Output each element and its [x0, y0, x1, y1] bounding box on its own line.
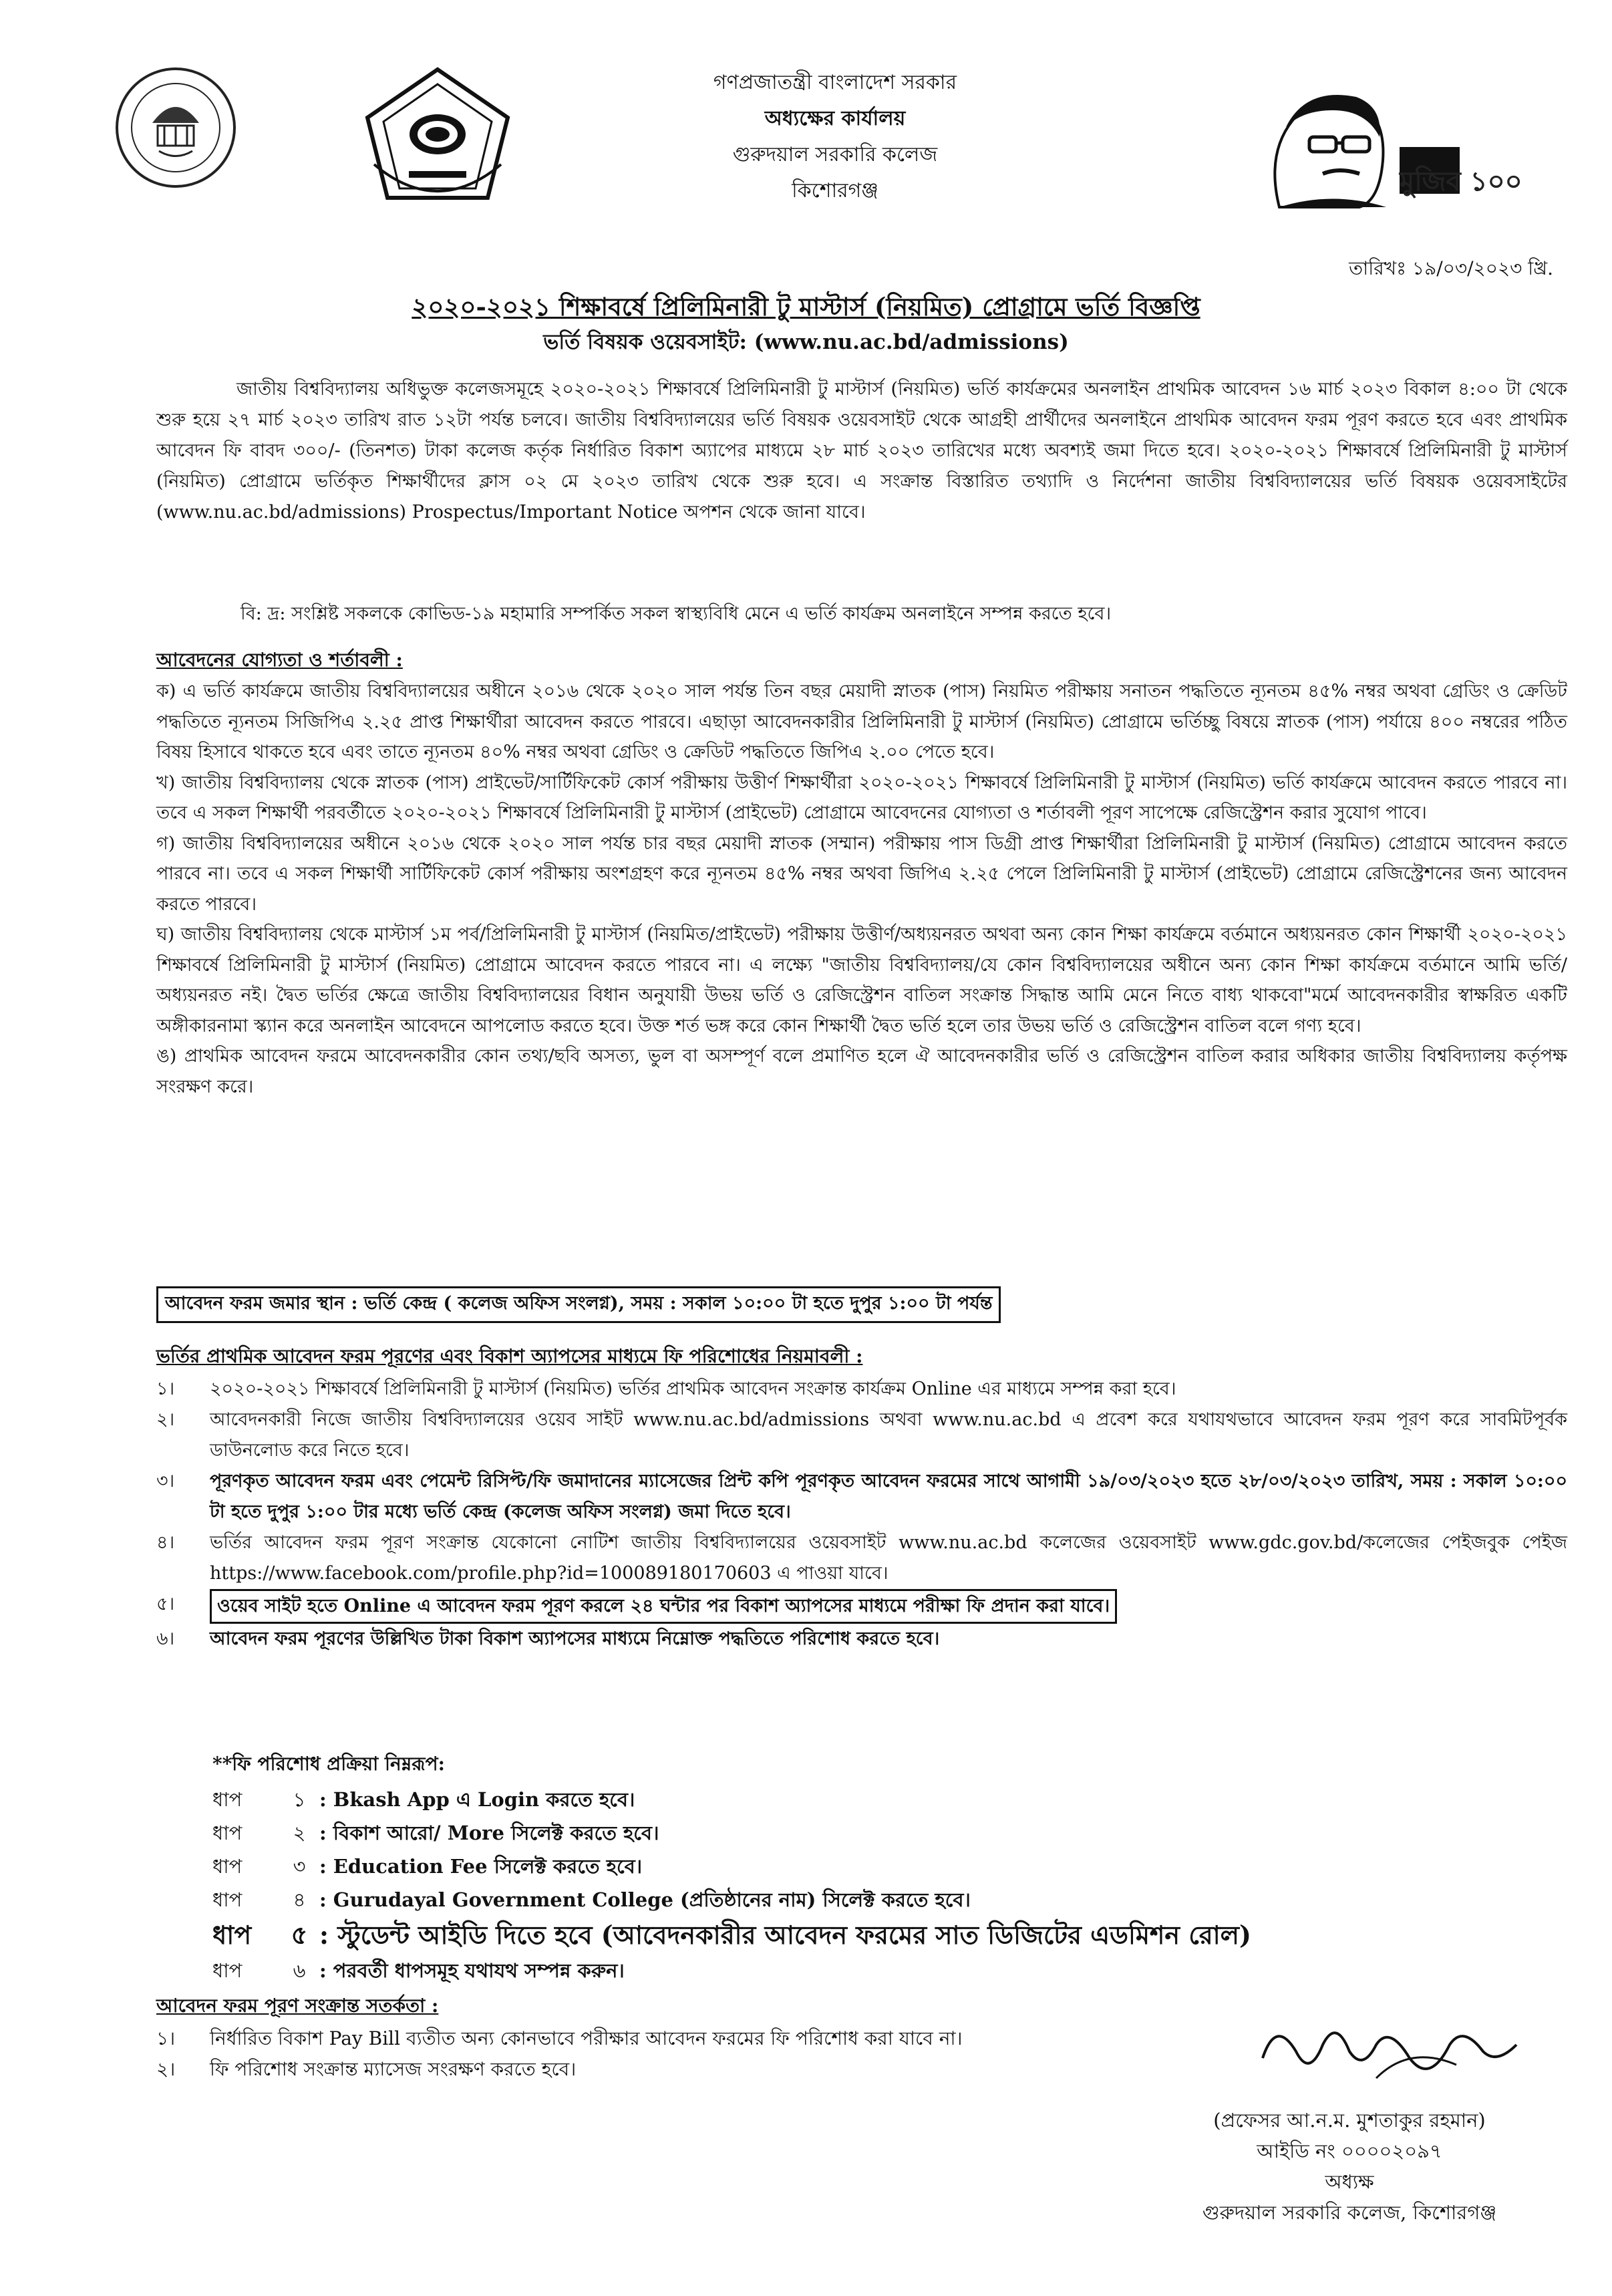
eligibility-heading: আবেদনের যোগ্যতা ও শর্তাবলী : [156, 649, 403, 671]
caution-number: ২। [156, 2058, 176, 2080]
intro-paragraph: জাতীয় বিশ্ববিদ্যালয় অধিভুক্ত কলেজসমূহে ২০২০-২০২১ শিক্ষাবর্ষে প্রিলিমিনারী টু মাস্টার্স (নিয়মিত) ভর্তি কার্যক্রমের অনলাইন প্রাথমিক আবেদন ১৬ মার্চ ২০২৩ বিকাল ৪:০০ টা থেকে শুরু হয়ে ২৭ মার্চ ২০২৩ তারিখ রাত ১২টা পর্যন্ত চলবে। জাতীয় বিশ্ববিদ্যালয়ের ভর্তি বিষয়ক ওয়েবসাইট থেকে আগ্রহী প্রার্থীদের অনলাইনে প্রাথমিক আবেদন ফরম পূরণ করতে হবে এবং প্রাথমিক আবেদন ফি বাবদ ৩০০/- (তিনশত) টাকা কলেজ কর্তৃক নির্ধারিত বিকাশ অ্যাপের মাধ্যমে ২৮ মার্চ ২০২৩ তারিখের মধ্যে অবশ্যই জমা দিতে হবে। ২০২০-২০২১ শিক্ষাবর্ষে প্রিলিমিনারী টু মাস্টার্স (নিয়মিত) প্রোগ্রামে ভর্তিকৃত শিক্ষার্থীদের ক্লাস ০২ মে ২০২৩ তারিখ থেকে শুরু হবে। এ সংক্রান্ত বিস্তারিত তথ্যাদি ও নির্দেশনা জাতীয় বিশ্ববিদ্যালয়ের ভর্তি বিষয়ক ওয়েবসাইটের (www.nu.ac.bd/admissions) Prospectus/Important Notice অপশন থেকে জানা যাবে। [156, 379, 1567, 523]
step-item [212, 1783, 1549, 1816]
eligibility-clause: গ) জাতীয় বিশ্ববিদ্যালয়ের অধীনে ২০১৬ থেকে ২০২০ সাল পর্যন্ত চার বছর মেয়াদী স্নাতক (সম্মান) পরীক্ষায় পাস ডিগ্রী প্রাপ্ত শিক্ষার্থীরা প্রিলিমিনারী টু মাস্টার্স (নিয়মিত) প্রোগ্রামে আবেদন করতে পারবে না। তবে এ সকল শিক্ষার্থী সার্টিফিকেট কোর্স পরীক্ষায় অংশগ্রহণ করে ন্যূনতম ৪৫% নম্বর অথবা জিপিএ ২.২৫ পেলে প্রিলিমিনারী টু মাস্টার্স (প্রাইভেট) প্রোগ্রামে রেজিস্ট্রেশনের জন্য আবেদন করতে পারবে। [156, 833, 1567, 915]
intro-section [156, 374, 1567, 528]
step-item [212, 1816, 1549, 1850]
step-number: ৫ [291, 1920, 308, 1950]
step-item [212, 1883, 1549, 1916]
rule-item [156, 1624, 1567, 1655]
rule-number: ৫। [156, 1594, 175, 1614]
step-number: ২ [293, 1822, 306, 1844]
eligibility-clause: খ) জাতীয় বিশ্ববিদ্যালয় থেকে স্নাতক (পাস) প্রাইভেট/সার্টিফিকেট কোর্স পরীক্ষায় উত্তীর্ণ শিক্ষার্থীরা ২০২০-২০২১ শিক্ষাবর্ষে প্রিলিমিনারী টু মাস্টার্স (নিয়মিত) ভর্তি কার্যক্রমে আবেদন করতে পারবে না। তবে এ সকল শিক্ষার্থী পরবর্তীতে ২০২০-২০২১ শিক্ষাবর্ষে প্রিলিমিনারী টু মাস্টার্স (প্রাইভেট) প্রোগ্রামে আবেদনের যোগ্যতা ও শর্তাবলী পূরণ সাপেক্ষে রেজিস্ট্রেশন করার সুযোগ পাবে। [156, 772, 1567, 823]
page-subtitle: ভর্তি বিষয়ক ওয়েবসাইট: (www.nu.ac.bd/admissions) [543, 330, 1069, 354]
header-office: অধ্যক্ষের কার্যালয় [764, 107, 906, 130]
caution-item [156, 2023, 1292, 2054]
step-label: ধাপ [212, 1822, 243, 1844]
signatory-id: আইডি নং ০০০০২০৯৭ [1257, 2140, 1442, 2162]
header-govt: গণপ্রজাতন্ত্রী বাংলাদেশ সরকার [713, 71, 957, 94]
step-number: ৩ [293, 1855, 306, 1878]
rule-item [156, 1374, 1567, 1405]
college-logo-icon [361, 64, 514, 211]
caution-list [156, 2023, 1292, 2085]
rule-item [156, 1405, 1567, 1466]
rule-text: ওয়েব সাইট হতে Online এ আবেদন ফরম পূরণ করলে ২৪ ঘন্টার পর বিকাশ অ্যাপসের মাধ্যমে পরীক্ষা ফি প্রদান করা যাবে। [210, 1589, 1117, 1624]
rule-text: আবেদনকারী নিজে জাতীয় বিশ্ববিদ্যালয়ের ওয়েব সাইট www.nu.ac.bd/admissions অথবা www.nu.ac.bd এ প্রবেশ করে যথাযথভাবে আবেদন ফরম পূরণ করে সাবমিটপূর্বক ডাউনলোড করে নিতে হবে। [210, 1409, 1567, 1461]
step-text: : বিকাশ আরো/ More সিলেক্ট করতে হবে। [319, 1822, 659, 1844]
step-number: ৬ [293, 1959, 306, 1982]
step-label: ধাপ [212, 1920, 252, 1950]
caution-item [156, 2054, 1292, 2085]
eligibility-clause: ঘ) জাতীয় বিশ্ববিদ্যালয় থেকে মাস্টার্স ১ম পর্ব/প্রিলিমিনারী টু মাস্টার্স (নিয়মিত/প্রাইভেট) পরীক্ষায় উত্তীর্ণ/অধ্যয়নরত অথবা অন্য কোন শিক্ষা কার্যক্রমে বর্তমানে অধ্যয়নরত কোন শিক্ষার্থী ২০২০-২০২১ শিক্ষাবর্ষে প্রিলিমিনারী টু মাস্টার্স (নিয়মিত) প্রোগ্রামে আবেদন করতে পারবে না। এ লক্ষ্যে "জাতীয় বিশ্ববিদ্যালয়/যে কোন বিশ্ববিদ্যালয়ের অধীনে অন্য কোন শিক্ষা কার্যক্রমে বর্তমানে আমি ভর্তি/অধ্যয়নরত নই। দ্বৈত ভর্তির ক্ষেত্রে জাতীয় বিশ্ববিদ্যালয়ের বিধান অনুযায়ী উভয় ভর্তি ও রেজিস্ট্রেশন বাতিল সংক্রান্ত সিদ্ধান্ত আমি মেনে নিতে বাধ্য থাকবো"মর্মে আবেদনকারীর স্বাক্ষরিত একটি অঙ্গীকারনামা স্ক্যান করে অনলাইন আবেদনে আপলোড করতে হবে। উক্ত শর্ত ভঙ্গ করে কোন শিক্ষার্থী দ্বৈত ভর্তি হলে তার উভয় ভর্তি ও রেজিস্ট্রেশন বাতিল বলে গণ্য হবে। [156, 924, 1567, 1036]
page-title: ২০২০-২০২১ শিক্ষাবর্ষে প্রিলিমিনারী টু মাস্টার্স (নিয়মিত) প্রোগ্রামে ভর্তি বিজ্ঞপ্তি [412, 292, 1200, 321]
step-text: : Bkash App এ Login করতে হবে। [319, 1788, 635, 1811]
rules-list [156, 1374, 1567, 1655]
rule-item [156, 1528, 1567, 1589]
rule-item [156, 1466, 1567, 1528]
caution-text: নির্ধারিত বিকাশ Pay Bill ব্যতীত অন্য কোনভাবে পরীক্ষার আবেদন ফরমের ফি পরিশোধ করা যাবে না। [210, 2027, 963, 2049]
covid-note: বি: দ্র: সংশ্লিষ্ট সকলকে কোভিড-১৯ মহামারি সম্পর্কিত সকল স্বাস্থ্যবিধি মেনে এ ভর্তি কার্যক্রম অনলাইনে সম্পন্ন করতে হবে। [240, 603, 1112, 624]
rule-text: ভর্তির আবেদন ফরম পূরণ সংক্রান্ত যেকোনো নোটিশ জাতীয় বিশ্ববিদ্যালয়ের ওয়েবসাইট www.nu.ac.bd কলেজের ওয়েবসাইট www.gdc.gov.bd/কলেজের পেইজবুক পেইজ https://www.facebook.com/profile.php?id=100089180170603 এ পাওয়া যাবে। [210, 1532, 1567, 1584]
signatory-name: (প্রফেসর আ.ন.ম. মুশতাকুর রহমান) [1213, 2109, 1486, 2132]
signature-image [1256, 2005, 1523, 2105]
rule-number: ২। [156, 1409, 175, 1430]
rule-number: ৩। [156, 1471, 175, 1491]
step-label: ধাপ [212, 1888, 243, 1911]
caution-heading: আবেদন ফরম পূরণ সংক্রান্ত সতর্কতা : [156, 1995, 439, 2017]
header-district: কিশোরগঞ্জ [792, 179, 878, 202]
rule-text: ২০২০-২০২১ শিক্ষাবর্ষে প্রিলিমিনারী টু মাস্টার্স (নিয়মিত) ভর্তির প্রাথমিক আবেদন সংক্রান্ত কার্যক্রম Online এর মাধ্যমে সম্পন্ন করা হবে। [210, 1379, 1176, 1399]
rules-heading: ভর্তির প্রাথমিক আবেদন ফরম পূরণের এবং বিকাশ অ্যাপসের মাধ্যমে ফি পরিশোধের নিয়মাবলী : [156, 1345, 863, 1367]
signatory-designation: অধ্যক্ষ [1325, 2170, 1374, 2193]
rule-text: আবেদন ফরম পূরণের উল্লিখিত টাকা বিকাশ অ্যাপসের মাধ্যমে নিম্নোক্ত পদ্ধতিতে পরিশোধ করতে হবে। [210, 1628, 940, 1649]
step-label: ধাপ [212, 1959, 243, 1982]
mujib-mark: মুজিব ১০০ [1400, 166, 1522, 197]
signatory-office: গুরুদয়াল সরকারি কলেজ, কিশোরগঞ্জ [1202, 2201, 1497, 2224]
rule-number: ৬। [156, 1628, 175, 1649]
header-college: গুরুদয়াল সরকারি কলেজ [732, 143, 938, 166]
caution-number: ১। [156, 2027, 176, 2049]
submission-place-box: আবেদন ফরম জমার স্থান : ভর্তি কেন্দ্র ( কলেজ অফিস সংলগ্ন), সময় : সকাল ১০:০০ টা হতে দুপুর ১:০০ টা পর্যন্ত [156, 1286, 1001, 1323]
payment-steps [212, 1783, 1549, 1987]
step-label: ধাপ [212, 1788, 243, 1811]
step-item [212, 1916, 1549, 1954]
eligibility-clause: ক) এ ভর্তি কার্যক্রমে জাতীয় বিশ্ববিদ্যালয়ের অধীনে ২০১৬ থেকে ২০২০ সাল পর্যন্ত তিন বছর মেয়াদী স্নাতক (পাস) নিয়মিত পরীক্ষায় সনাতন পদ্ধতিতে ন্যূনতম ৪৫% নম্বর অথবা গ্রেডিং ও ক্রেডিট পদ্ধতিতে ন্যূনতম সিজিপিএ ২.২৫ প্রাপ্ত শিক্ষার্থীরা আবেদন করতে পারবে। এছাড়া আবেদনকারীর প্রিলিমিনারী টু মাস্টার্স (নিয়মিত) প্রোগ্রামে ভর্তিচ্ছু বিষয়ে স্নাতক (পাস) পর্যায়ে ৪০০ নম্বরের পঠিত বিষয় হিসাবে থাকতে হবে এবং তাতে ন্যূনতম ৪০% নম্বর অথবা গ্রেডিং ও ক্রেডিট পদ্ধতিতে জিপিএ ২.০০ পেতে হবে। [156, 681, 1567, 762]
step-item [212, 1954, 1549, 1987]
rule-item [156, 1589, 1567, 1624]
eligibility-list [156, 676, 1567, 1102]
rule-text: পূরণকৃত আবেদন ফরম এবং পেমেন্ট রিসিপ্ট/ফি জমাদানের ম্যাসেজের প্রিন্ট কপি পূরণকৃত আবেদন ফরমের সাথে আগামী ১৯/০৩/২০২৩ হতে ২৮/০৩/২০২৩ তারিখ, সময় : সকাল ১০:০০ টা হতে দুপুর ১:০০ টার মধ্যে ভর্তি কেন্দ্র (কলেজ অফিস সংলগ্ন) জমা দিতে হবে। [210, 1471, 1567, 1522]
step-label: ধাপ [212, 1855, 243, 1878]
step-text: : Gurudayal Government College (প্রতিষ্ঠানের নাম) সিলেক্ট করতে হবে। [319, 1888, 971, 1911]
step-item [212, 1850, 1549, 1883]
fee-process-heading: **ফি পরিশোধ প্রক্রিয়া নিম্নরূপ: [212, 1753, 445, 1775]
nu-logo-icon [112, 64, 239, 191]
step-text: : স্টুডেন্ট আইডি দিতে হবে (আবেদনকারীর আবেদন ফরমের সাত ডিজিটের এডমিশন রোল) [319, 1920, 1251, 1950]
caution-text: ফি পরিশোধ সংক্রান্ত ম্যাসেজ সংরক্ষণ করতে হবে। [210, 2058, 577, 2080]
rule-number: ১। [156, 1379, 175, 1399]
rule-number: ৪। [156, 1532, 175, 1553]
eligibility-clause: ঙ) প্রাথমিক আবেদন ফরমে আবেদনকারীর কোন তথ্য/ছবি অসত্য, ভুল বা অসম্পূর্ণ বলে প্রমাণিত হলে ঐ আবেদনকারীর ভর্তি ও রেজিস্ট্রেশন বাতিল করার অধিকার জাতীয় বিশ্ববিদ্যালয় কর্তৃপক্ষ সংরক্ষণ করে। [156, 1046, 1567, 1097]
step-text: : পরবর্তী ধাপসমূহ যথাযথ সম্পন্ন করুন। [319, 1959, 625, 1982]
step-number: ১ [293, 1788, 306, 1811]
step-number: ৪ [293, 1888, 306, 1911]
step-text: : Education Fee সিলেক্ট করতে হবে। [319, 1855, 643, 1878]
notice-date: তারিখঃ ১৯/০৩/২০২৩ খ্রি. [1349, 257, 1553, 279]
